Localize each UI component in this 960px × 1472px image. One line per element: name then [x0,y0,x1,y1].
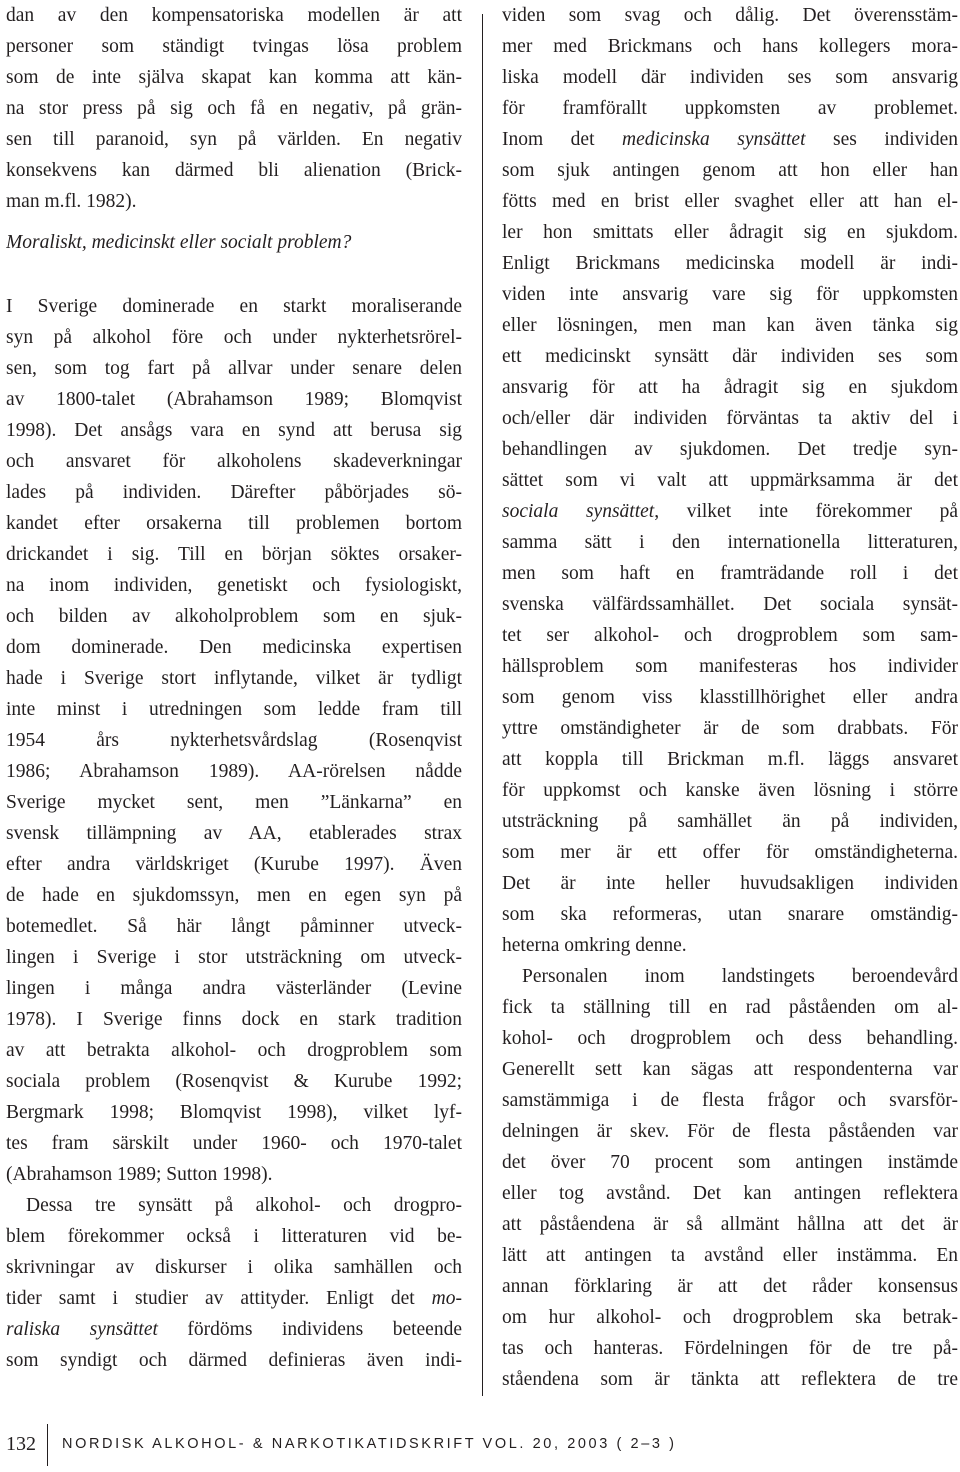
text-line: som mer är ett offer för omständigheterna. [502,842,958,863]
paragraph-4 [502,0,958,961]
text-line: men som haft en framträdande roll i det [502,563,958,584]
text-line: syn på alkohol före och under nykterhetsrörel- [6,327,462,348]
text-line [6,1283,462,1314]
text-line: och ansvaret för alkoholens skadeverkningar [6,451,462,472]
text-line [6,1314,462,1345]
text-line: Det är inte heller huvudsakligen individen [502,873,958,894]
text-line: na stor press på sig och få en negativ, på grän- [6,98,462,119]
paragraph-3 [6,1190,462,1376]
paragraph-5 [502,961,958,1395]
text-line: ansvarig för att ha ådragit sig en sjukdom [502,377,958,398]
text-line: drickandet i sig. Till en början söktes orsaker- [6,544,462,565]
text-line: och/eller där individen förväntas ta aktiv del i [502,408,958,429]
text-line: Bergmark 1998; Blomqvist 1998), vilket lyf- [6,1102,462,1123]
text-line: eller lösningen, men man kan även tänka sig [502,315,958,336]
text-line: blem förekommer också i litteraturen vid be- [6,1226,462,1247]
text-line: dan av den kompensatoriska modellen är att [6,5,462,26]
text-line: na inom individen, genetiskt och fysiologiskt, [6,575,462,596]
text-line: skrivningar av diskurser i olika samhällen och [6,1257,462,1278]
text-line: som ska reformeras, utan snarare omständig- [502,904,958,925]
text-line: I Sverige dominerade en starkt moraliserande [6,296,462,317]
text-line: lätt att antingen ta avstånd eller instämma. En [502,1245,958,1266]
text-line: (Abrahamson 1989; Sutton 1998). [6,1164,273,1185]
page-number: 132 [6,1433,36,1455]
footer-divider [47,1424,48,1466]
text-line: Sverige mycket sent, men ”Länkarna” en [6,792,462,813]
text-line: behandlingen av sjukdomen. Det tredje syn- [502,439,958,460]
text-line: sen, som tog fart på allvar under senare delen [6,358,462,379]
text-line: mer med Brickmans och hans kollegers mora- [502,36,958,57]
emphasis-run: mo- [431,1288,462,1309]
text-line: tes fram särskilt under 1960- och 1970-talet [6,1133,462,1154]
text-line: viden som svag och dålig. Det överensstäm- [502,5,958,26]
text-line: ler hon smittats eller ådragit sig en sjukdom. [502,222,958,243]
text-line: fick ta ställning till en rad påståenden om al- [502,997,958,1018]
text-run: Inom det [502,129,623,150]
text-line: svenska välfärdssamhället. Det sociala synsät- [502,594,958,615]
text-line: svensk tillämpning av AA, etablerades strax [6,823,462,844]
right-column [502,0,958,1395]
text-line: ett medicinskt synsätt där individen ses som [502,346,958,367]
text-line: kandet efter orsakerna till problemen bortom [6,513,462,534]
text-line: personer som ständigt tvingas lösa problem [6,36,462,57]
text-line: man m.fl. 1982). [6,191,137,212]
journal-title: NORDISK ALKOHOL- & NARKOTIKATIDSKRIFT VOL. 20, 2003 ( 2–3 ) [62,1436,677,1452]
text-run: , vilket inte förekommer på [654,501,958,522]
emphasis-run: sociala synsättet [502,501,655,522]
paragraph-2 [6,291,462,1190]
text-line: lades på individen. Därefter påbörjades sö- [6,482,462,503]
text-line: som syndigt och därmed definieras även indi- [6,1350,462,1371]
column-divider [482,14,483,1396]
text-line: viden inte ansvarig vare sig för uppkomsten [502,284,958,305]
text-line: för framförallt uppkomsten av problemet. [502,98,958,119]
text-line: fötts med en brist eller svaghet eller att han el- [502,191,958,212]
text-line: hade i Sverige stort inflytande, vilket är tydligt [6,668,462,689]
text-line: och bilden av alkoholproblem som en sjuk- [6,606,462,627]
text-line: att påståendena är så allmänt hållna att det är [502,1214,958,1235]
emphasis-run: raliska synsättet [6,1319,158,1340]
text-line: 1954 års nykterhetsvårdslag (Rosenqvist [6,730,462,751]
text-line: tas och hanteras. Fördelningen för de tre på- [502,1338,958,1359]
text-line: eller tog avstånd. Det kan antingen reflektera [502,1183,958,1204]
text-line: det över 70 procent som antingen instämde [502,1152,958,1173]
text-line: yttre omständigheter är de som drabbats. För [502,718,958,739]
text-line: heterna omkring denne. [502,935,687,956]
text-line: hällsproblem som manifesteras hos individer [502,656,958,677]
text-line: som sjuk antingen genom att hon eller han [502,160,958,181]
text-line: dom dominerade. Den medicinska expertisen [6,637,462,658]
text-line: konsekvens kan därmed bli alienation (Brick- [6,160,462,181]
text-line: lingen i Sverige i stor utsträckning om utveck- [6,947,462,968]
text-line: sättet som vi valt att uppmärksamma är det [502,470,958,491]
text-line: Dessa tre synsätt på alkohol- och drogpro- [26,1195,462,1216]
text-line [502,496,958,527]
text-line: kohol- och drogproblem och dess behandling. [502,1028,958,1049]
text-run: tider samt i studier av attityder. Enligt det [6,1288,432,1309]
text-line [502,124,958,155]
emphasis-run: medicinska synsättet [622,129,806,150]
text-line: de hade en sjukdomssyn, men en egen syn på [6,885,462,906]
text-line: ståendena som är tänkta att reflektera de tre [502,1369,958,1390]
text-line: 1986; Abrahamson 1989). AA-rörelsen nådde [6,761,462,782]
text-line: av 1800-talet (Abrahamson 1989; Blomqvist [6,389,462,410]
text-line: Generellt sett kan sägas att respondenterna var [502,1059,958,1080]
text-line: som de inte själva skapat kan komma att kän- [6,67,462,88]
text-line: delningen är skev. För de flesta påståenden var [502,1121,958,1142]
text-line: av att betrakta alkohol- och drogproblem som [6,1040,462,1061]
text-line: Enligt Brickmans medicinska modell är indi- [502,253,958,274]
text-line: 1998). Det ansågs vara en synd att berusa sig [6,420,462,441]
text-line: 1978). I Sverige finns dock en stark tradition [6,1009,462,1030]
text-line: samstämmiga i de flesta frågor och svarsför- [502,1090,958,1111]
text-line: om hur alkohol- och drogproblem ska betrak- [502,1307,958,1328]
text-line: liska modell där individen ses som ansvarig [502,67,958,88]
page-footer [0,1424,960,1464]
text-line: annan förklaring är att det råder konsensus [502,1276,958,1297]
text-line: utsträckning på samhället än på individen, [502,811,958,832]
text-run: ses individen [805,129,958,150]
text-line: som genom viss klasstillhörighet eller andra [502,687,958,708]
section-heading: Moraliskt, medicinskt eller socialt problem? [6,232,352,253]
left-column [6,0,462,1376]
text-line: samma sätt i den internationella litteraturen, [502,532,958,553]
text-line: sociala problem (Rosenqvist & Kurube 1992; [6,1071,462,1092]
text-line: lingen i många andra västerländer (Levine [6,978,462,999]
text-line: tet ser alkohol- och drogproblem som sam- [502,625,958,646]
text-line: sen till paranoid, syn på världen. En negativ [6,129,462,150]
text-line: Personalen inom landstingets beroendevård [522,966,958,987]
text-line: botemedlet. Så här långt påminner utveck- [6,916,462,937]
paragraph-1 [6,0,462,217]
text-line: inte minst i utredningen som ledde fram till [6,699,462,720]
text-run: fördöms individens beteende [157,1319,462,1340]
text-line: för uppkomst och kanske även lösning i större [502,780,958,801]
text-line: efter andra världskriget (Kurube 1997). Även [6,854,462,875]
text-line: att koppla till Brickman m.fl. läggs ansvaret [502,749,958,770]
